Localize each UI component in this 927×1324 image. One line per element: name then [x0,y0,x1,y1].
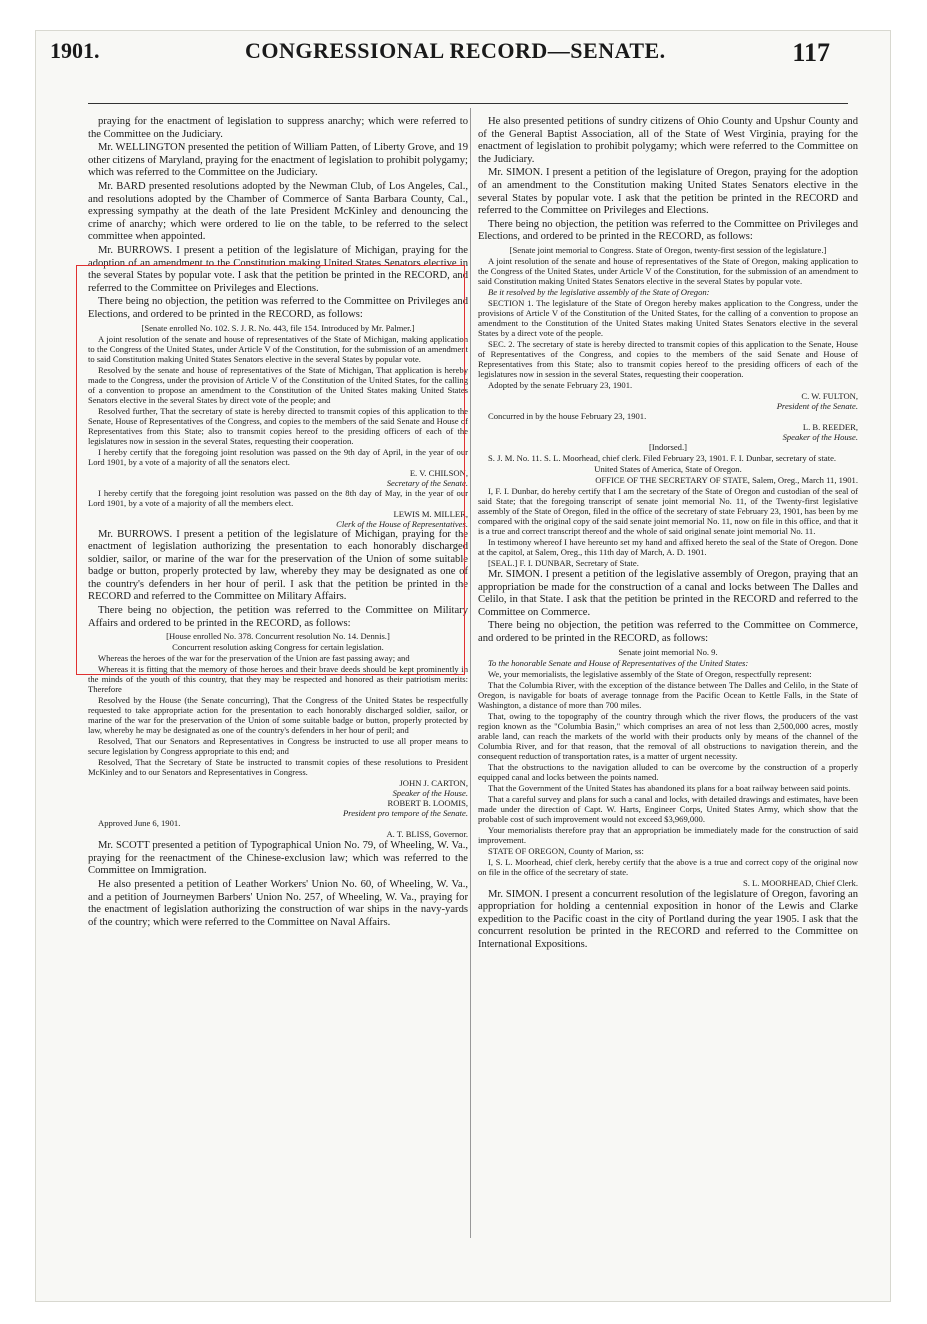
paragraph: Mr. BURROWS. I present a petition of the legislature of Michigan, praying for the enactment of legislation authorizing the presentation to each honorably discharged soldier, sailor, or marine of the war for the preservation of the Union of some suitable badge or button, properly protected by law, whereby they may be designated as one of the country's defenders in her hour of peril. I ask that the petition be printed in the RECORD and referred to the Committee on Military Affairs. [88,528,468,603]
small-text: Resolved by the senate and house of representatives of the State of Michigan, That application is hereby made to the Congress, under the provision of Article V of the Constitution of the United States, for the calling of a convention to propose an amendment to the Constitution of the United States making United States Senators elective in the several States by direct vote of the people; and [88,364,468,405]
small-text: Resolved, That the Secretary of State be instructed to transmit copies of these resolutions to President McKinley and to our Senators and Representatives in Congress. [88,757,468,778]
signature-name: C. W. FULTON, [801,390,858,401]
small-text: That the Government of the United States has abandoned its plans for a boat railway between said points. [488,782,851,793]
small-text: [Senate joint memorial to Congress. State of Oregon, twenty-first session of the legislature.] [509,244,827,255]
small-text: Whereas it is fitting that the memory of those heroes and their brave deeds should be kept prominently in the minds of the youth of this country, that they may be respected and honored as their patriotism merits: Therefore [88,664,468,695]
small-text: In testimony whereof I have hereunto set my hand and affixed hereto the seal of the State of Oregon. Done at the capitol, at Salem, Oreg., this 11th day of March, A. D. 1901. [478,536,858,557]
small-text: SECTION 1. The legislature of the State of Oregon hereby makes application to the Congress, under the provisions of Article V of the Constitution of the United States, for the calling of a convention to propose an amendment to the Constitution of the United States making United States Senators elective in the several States by a direct vote of the people. [478,297,858,338]
small-text: Resolved, That our Senators and Representatives in Congress be instructed to use all proper means to secure legislation by Congress appropriate to this end; and [88,736,468,757]
small-text: That, owing to the topography of the country through which the river flows, the producers of the vast region known as the "Columbia Basin," which comprises an area of not less than 2,500,000 acres, mostly arable land, can reach the markets of the world with their products only by means of the channel of the Columbia River, and for that reason, that the removal of all obstructions to navigation therein, and the consequent reduction of transportation rates, is a matter of urgent necessity. [478,710,858,761]
small-text: That a careful survey and plans for such a canal and locks, with detailed drawings and estimates, have been made under the direction of Capt. W. Harts, Engineer Corps, United States Army, which show that the probable cost of such improvement would not exceed $3,969,000. [478,793,858,824]
small-text: To the honorable Senate and House of Representatives of the United States: [488,657,749,668]
small-text: [SEAL.] F. I. DUNBAR, Secretary of State. [488,557,639,568]
paragraph: There being no objection, the petition was referred to the Committee on Privileges and Elections, and ordered to be printed in the RECORD, as follows: [478,218,858,243]
signature-title: Speaker of the House. [392,788,468,799]
paragraph: There being no objection, the petition was referred to the Committee on Privileges and Elections, and ordered to be printed in the RECORD, as follows: [88,296,468,320]
paragraph: There being no objection, the petition was referred to the Committee on Military Affairs and ordered to be printed in the RECORD, as follows: [88,605,468,629]
paragraph: Mr. WELLINGTON presented the petition of William Patten, of Liberty Grove, and 19 other citizens of Maryland, praying for the enactment of legislation to prohibit polygamy; which was referred to the Committee on the Judiciary. [88,142,468,179]
signature-name: E. V. CHILSON, [409,467,468,478]
paragraph: Mr. SIMON. I present a petition of the legislative assembly of Oregon, praying that an appropriation be made for the construction of a canal and locks between The Dalles and Celilo, in that State. I ask that the petition be printed in the RECORD and referred to the Committee on Commerce. [478,568,858,618]
small-text: I hereby certify that the foregoing joint resolution was passed on the 8th day of May, in the year of our Lord 1901, by a vote of a majority of all the members elect. [88,487,468,508]
paragraph: Mr. SCOTT presented a petition of Typographical Union No. 79, of Wheeling, W. Va., praying for the reenactment of the Chinese-exclusion law; which was referred to the Committee on Immigration. [88,840,468,877]
small-text: Resolved by the House (the Senate concurring), That the Congress of the United States be respectfully requested to take appropriate action for the presentation to each honorably discharged soldier, sailor, or marine of the war for the preservation of the Union of some suitable badge or button, properly protected by law, whereby he may be designated as one of the country's defenders in her hour of peril; and [88,695,468,736]
signature-title: Clerk of the House of Representatives. [336,518,468,529]
signature-title: President of the Senate. [776,400,858,411]
small-text: Whereas the heroes of the war for the preservation of the Union are fast passing away; and [98,653,410,664]
header-page-number: 117 [792,38,830,67]
signature-block [478,422,858,442]
header-rule [88,103,848,104]
approved-date: Approved June 6, 1901. [98,818,181,829]
signature-title: Speaker of the House. [782,431,858,442]
header-year: 1901. [50,38,100,63]
small-text: A joint resolution of the senate and house of representatives of the State of Oregon, making application to the Congress of the United States, under Article V of the Constitution, for the submission of an amendment to said Constitution making United States Senators elective in the several States by popular vote. [478,255,858,286]
small-text: [House enrolled No. 378. Concurrent resolution No. 14. Dennis.] [166,631,390,642]
signature-block [88,778,468,818]
signature-name: ROBERT B. LOOMIS, [387,798,468,809]
small-text: Resolved further, That the secretary of state is hereby directed to transmit copies of this application to the Senate, House of Representatives of the Congress, and copies to the members of the said Senate and House of Representatives from this State; also to transmit copies hereof to the presiding officers of each of the legislatures now in session in the several States, requesting their cooperation. [88,405,468,446]
small-text: S. J. M. No. 11. S. L. Moorhead, chief clerk. Filed February 23, 1901. F. I. Dunbar, secretary of state. [488,452,837,463]
small-text: United States of America, State of Oregon. [594,463,742,474]
right-column [478,116,858,1236]
small-text: I, F. I. Dunbar, do hereby certify that I am the secretary of the State of Oregon and custodian of the seal of said State; that the foregoing transcript of senate joint memorial No. 11, of the Twenty-first legislative assembly of the State of Oregon, filed in the office of the secretary of state February 23, 1901, has been by me compared with the original copy of the said senate joint memorial No. 11, now on file in this office, and that it is a true and correct transcript thereof and the whole of said original senate joint memorial No. 11. [478,485,858,536]
small-text: OFFICE OF THE SECRETARY OF STATE, Salem, Oreg., March 11, 1901. [595,474,858,485]
page-header [50,38,850,78]
small-text: That the obstructions to the navigation alluded to can be overcome by the construction of a properly equipped canal and locks between the points named. [478,761,858,782]
paragraph: praying for the enactment of legislation to suppress anarchy; which were referred to the Committee on the Judiciary. [88,116,468,140]
paragraph: Mr. SIMON. I present a petition of the legislature of Oregon, praying for the adoption of an amendment to the Constitution making United States Senators elective in the several States by popular vote. I ask that the petition be printed in the RECORD and referred to the Committee on Privileges and Elections. [478,167,858,217]
small-text: I, S. L. Moorhead, chief clerk, hereby certify that the above is a true and correct copy of the original now on file in the office of the secretary of state. [478,856,858,877]
paragraph: Mr. BARD presented resolutions adopted by the Newman Club, of Los Angeles, Cal., and resolutions adopted by the Chamber of Commerce of Santa Barbara County, Cal., expressing sympathy at the death of the late President McKinley and denouncing the crime of anarchy; which were ordered to lie on the table, to be referred to the select committee when appointed. [88,180,468,243]
left-column [88,116,468,1246]
paragraph: He also presented a petition of Leather Workers' Union No. 60, of Wheeling, W. Va., and a petition of Journeymen Barbers' Union No. 257, of Wheeling, W. Va., praying for the enactment of legislation authorizing the construction of war ships in the navy-yards of the country; which were referred to the Committee on Naval Affairs. [88,879,468,928]
signature-title: Secretary of the Senate. [386,477,468,488]
signature-name: JOHN J. CARTON, [399,778,468,789]
signature-block [478,391,858,411]
paragraph: There being no objection, the petition was referred to the Committee on Commerce, and ordered to be printed in the RECORD, as follows: [478,620,858,644]
small-text: SEC. 2. The secretary of state is hereby directed to transmit copies of this application to the Senate, House of Representatives of the Congress, and copies to the members of the said Senate and House of Representatives from this State; also to transmit copies hereof to the presiding officers of each of the legislatures now in session in the several States, requesting their cooperation. [478,338,858,379]
paragraph: Mr. SIMON. I present a concurrent resolution of the legislature of Oregon, favoring an appropriation for holding a centennial exposition in honor of the Lewis and Clarke expedition to the Pacific coast in the city of Portland during the year 1905. I ask that the concurrent resolution be printed in the RECORD and referred to the Committee on International Expositions. [478,888,858,950]
signature-block [88,509,468,529]
signature-name: S. L. MOORHEAD, Chief Clerk. [742,877,858,888]
paragraph: Mr. BURROWS. I present a petition of the legislature of Michigan, praying for the adoption of an amendment to the Constitution making United States Senators elective in the several States by popular vote. I ask that the petition be printed in the RECORD, and referred to the Committee on Privileges and Elections. [88,244,468,294]
small-text: We, your memorialists, the legislative assembly of the State of Oregon, respectfully represent: [488,668,812,679]
signature-block [88,468,468,488]
small-text: [Indorsed.] [649,441,687,452]
paragraph: He also presented petitions of sundry citizens of Ohio County and Upshur County and of the General Baptist Association, all of the State of West Virginia, praying for the enactment of legislation to prohibit polygamy; which were referred to the Committee on the Judiciary. [478,116,858,165]
signature-title: President pro tempore of the Senate. [342,808,468,819]
small-text: Adopted by the senate February 23, 1901. [488,379,633,390]
small-text: Be it resolved by the legislative assembly of the State of Oregon: [488,286,710,297]
small-text: Senate joint memorial No. 9. [618,646,718,657]
signature-name: L. B. REEDER, [802,421,858,432]
small-text: I hereby certify that the foregoing joint resolution was passed on the 9th day of April, in the year of our Lord 1901, by a vote of a majority of all the senators elect. [88,446,468,467]
small-text: Concurrent resolution asking Congress for certain legislation. [172,642,384,653]
small-text: STATE OF OREGON, County of Marion, ss: [488,845,644,856]
small-text: [Senate enrolled No. 102. S. J. R. No. 443, file 154. Introduced by Mr. Palmer.] [141,322,415,333]
signature-name: LEWIS M. MILLER, [393,508,468,519]
small-text: That the Columbia River, with the exception of the distance between The Dalles and Celilo, in the State of Oregon, is navigable for boats of average tonnage from the Pacific Ocean to Kettle Falls, in the State of Washington, a distance of more than 700 miles. [478,679,858,710]
small-text: Concurred in by the house February 23, 1901. [488,410,647,421]
governor-signature: A. T. BLISS, Governor. [386,829,468,840]
small-text: A joint resolution of the senate and house of representatives of the State of Michigan, making application to the Congress of the United States, under Article V of the Constitution, for the submission of an amendment to said Constitution making United States Senators elective in the several States by popular vote. [88,333,468,364]
header-title: CONGRESSIONAL RECORD—SENATE. [245,38,666,63]
column-divider [470,108,471,1238]
small-text: Your memorialists therefore pray that an appropriation be immediately made for the construction of said improvement. [478,824,858,845]
